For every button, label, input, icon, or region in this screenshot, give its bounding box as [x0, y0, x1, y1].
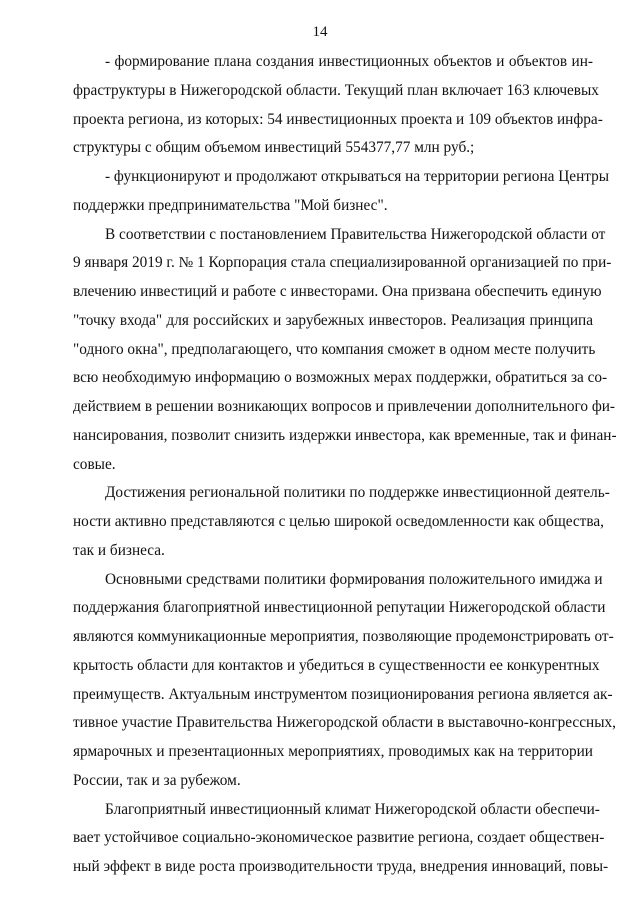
text-line: поддержания благоприятной инвестиционной репутации Нижегородской области — [73, 599, 606, 617]
text-line: влечению инвестиций и работе с инвесторами. Она призвана обеспечить единую — [73, 283, 602, 300]
text-line: структуры с общим объемом инвестиций 554377,77 млн руб.; — [73, 139, 475, 157]
text-line: "одного окна", предполагающего, что компания сможет в одном месте получить — [73, 340, 596, 358]
text-line: всю необходимую информацию о возможных мерах поддержки, обратиться за со- — [73, 369, 608, 387]
text-line: тивное участие Правительства Нижегородской области в выставочно-конгрессных, — [73, 714, 616, 732]
text-line: действием в решении возникающих вопросов и привлечении дополнительного фи- — [73, 398, 616, 415]
text-line: поддержки предпринимательства "Мой бизнес". — [73, 196, 388, 214]
body-text — [73, 48, 617, 882]
text-line: - формирование плана создания инвестиционных объектов и объектов ин- — [105, 53, 593, 70]
text-line: так и бизнеса. — [73, 541, 165, 559]
text-line: Основными средствами политики формирования положительного имиджа и — [105, 570, 603, 588]
text-line: В соответствии с постановлением Правительства Нижегородской области от — [105, 225, 606, 243]
text-line: совые. — [73, 455, 116, 473]
text-line: 9 января 2019 г. № 1 Корпорация стала специализированной организацией по при- — [73, 254, 612, 272]
text-line: вает устойчивое социально-экономическое развитие региона, создает обществен- — [73, 829, 605, 847]
text-line: ярмарочных и презентационных мероприятиях, проводимых как на территории — [73, 743, 593, 760]
text-line: ный эффект в виде роста производительности труда, внедрения инноваций, повы- — [73, 858, 609, 875]
text-line: крытость области для контактов и убедиться в существенности ее конкурентных — [73, 656, 600, 674]
text-line: ности активно представляются с целью широкой осведомленности как общества, — [73, 513, 604, 530]
text-line: - функционируют и продолжают открываться на территории региона Центры — [105, 168, 610, 185]
text-line: Достижения региональной политики по поддержке инвестиционной деятель- — [105, 484, 610, 502]
page-number: 14 — [312, 24, 328, 40]
text-line: фраструктуры в Нижегородской области. Текущий план включает 163 ключевых — [73, 81, 599, 99]
text-line: преимуществ. Актуальным инструментом позиционирования региона является ак- — [73, 685, 613, 703]
text-line: нансирования, позволит снизить издержки инвестора, как временные, так и финан- — [73, 426, 617, 444]
text-line: являются коммуникационные мероприятия, позволяющие продемонстрировать от- — [73, 628, 614, 645]
text-line: "точку входа" для российских и зарубежных инвесторов. Реализация принципа — [73, 311, 593, 329]
text-line: России, так и за рубежом. — [73, 771, 241, 789]
text-line: Благоприятный инвестиционный климат Нижегородской области обеспечи- — [105, 800, 600, 818]
text-line: проекта региона, из которых: 54 инвестиционных проекта и 109 объектов инфра- — [73, 110, 603, 128]
